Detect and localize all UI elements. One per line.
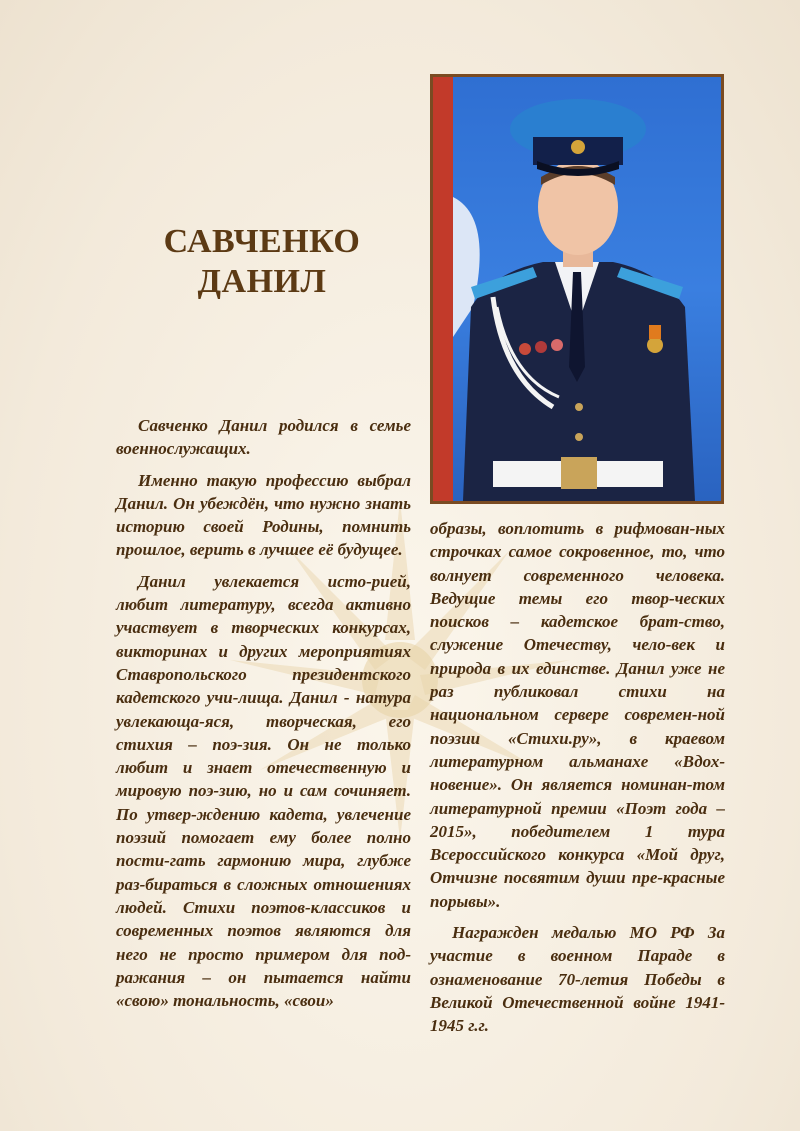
page-title [112, 222, 412, 302]
cadet-illustration [433, 77, 721, 501]
paragraph: Данил увлекается исто-рией, любит литературу, всегда активно участвует в творческих конкурсах, викторинах и других мероприятиях Ставропольского президентского кадетского учи-лища. Данил - натура увлекающа-яся, творческая, его стихия – поэ-зия. Он не только любит и знает отечественную и мировую поэ-зию, но и сам сочиняет. По утвер-ждению кадета, увлечение поэзий помогает ему более полно пости-гать гармонию мира, глубже раз-бираться в сложных отношениях людей. Стихи поэтов-классиков и современных поэтов являются для него не просто примером для под-ражания – он пытается найти «свою» тональность, «свои» [116, 571, 411, 1011]
text-column-left [116, 414, 411, 1012]
title-line-2: ДАНИЛ [197, 263, 327, 300]
cadet-portrait [433, 77, 721, 501]
title-line-1: САВЧЕНКО [163, 223, 361, 260]
flag [433, 77, 453, 501]
text-column-right [430, 517, 725, 1038]
paragraph: Савченко Данил родился в семье военнослужащих. [116, 416, 411, 459]
portrait-frame [430, 74, 724, 504]
paragraph: Награжден медалью МО РФ За участие в военном Параде в ознаменование 70-летия Победы в Великой Отечественной войне 1941-1945 г.г. [430, 923, 725, 1036]
paragraph: образы, воплотить в рифмован-ных строчках самое сокровенное, то, что волнует современного человека. Ведущие темы его твор-ческих поисков – кадетское брат-ство, служение Отечеству, чело-век и природа в их единстве. Данил уже не раз публиковал стихи на национальном сервере современ-ной поэзии «Стихи.ру», в краевом литературном альманахе «Вдох-новение». Он является номинан-том литературной премии «Поэт года – 2015», победителем 1 тура Всероссийского конкурса «Мой друг, Отчизне посвятим души пре-красные порывы». [430, 519, 725, 911]
paragraph: Именно такую профессию выбрал Данил. Он убеждён, что нужно знать историю своей Родины, помнить прошлое, верить в лучшее её будущее. [116, 470, 411, 560]
